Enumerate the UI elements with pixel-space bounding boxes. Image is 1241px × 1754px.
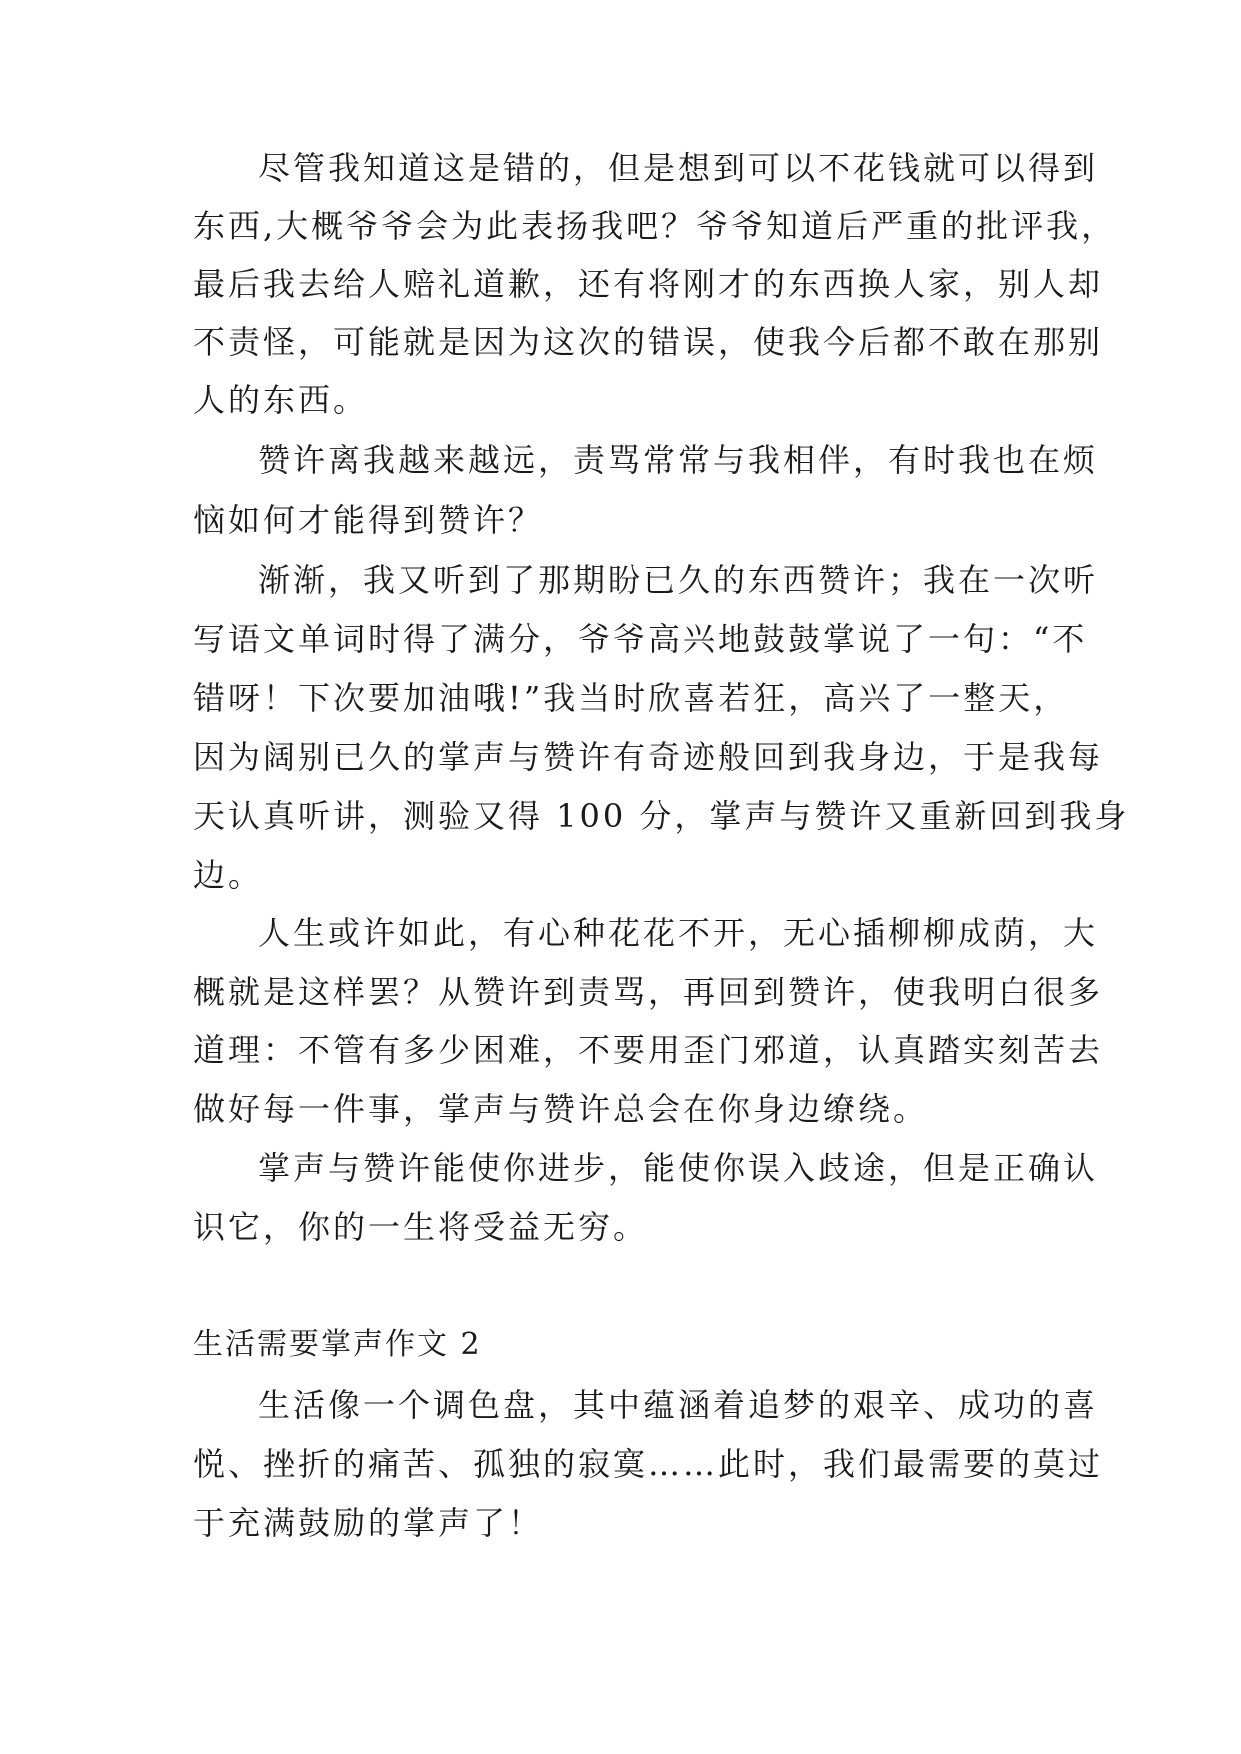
paragraph-4-line-4: 做好每一件事，掌声与赞许总会在你身边缭绕。 bbox=[193, 1090, 929, 1128]
paragraph-5-line-2: 识它，你的一生将受益无穷。 bbox=[193, 1208, 649, 1246]
section-paragraph-line-3: 于充满鼓励的掌声了！ bbox=[193, 1504, 544, 1542]
paragraph-3-line-6: 边。 bbox=[193, 856, 264, 894]
paragraph-1-line-3: 最后我去给人赔礼道歉，还有将刚才的东西换人家，别人却 bbox=[193, 265, 1104, 303]
paragraph-4-line-1: 人生或许如此，有心种花花不开，无心插柳柳成荫，大 bbox=[258, 914, 1099, 952]
section-title: 生活需要掌声作文 2 bbox=[193, 1327, 482, 1362]
paragraph-1-line-5: 人的东西。 bbox=[193, 381, 369, 419]
paragraph-4-line-2: 概就是这样罢？从赞许到责骂，再回到赞许，使我明白很多 bbox=[193, 973, 1104, 1011]
paragraph-1-line-4: 不责怪，可能就是因为这次的错误，使我今后都不敢在那别 bbox=[193, 323, 1104, 361]
paragraph-1-line-1: 尽管我知道这是错的，但是想到可以不花钱就可以得到 bbox=[258, 149, 1099, 187]
paragraph-3-line-5: 天认真听讲，测验又得 100 分，掌声与赞许又重新回到我身 bbox=[193, 797, 1130, 835]
paragraph-5-line-1: 掌声与赞许能使你进步，能使你误入歧途，但是正确认 bbox=[258, 1149, 1099, 1187]
section-paragraph-line-2: 悦、挫折的痛苦、孤独的寂寞……此时，我们最需要的莫过 bbox=[193, 1445, 1104, 1483]
paragraph-2-line-1: 赞许离我越来越远，责骂常常与我相伴，有时我也在烦 bbox=[258, 441, 1099, 479]
paragraph-4-line-3: 道理：不管有多少困难，不要用歪门邪道，认真踏实刻苦去 bbox=[193, 1031, 1104, 1069]
paragraph-3-line-3: 错呀！下次要加油哦!”我当时欣喜若狂，高兴了一整天， bbox=[193, 679, 1069, 717]
paragraph-1-line-2: 东西,大概爷爷会为此表扬我吧？爷爷知道后严重的批评我， bbox=[193, 207, 1117, 245]
paragraph-3-line-4: 因为阔别已久的掌声与赞许有奇迹般回到我身边，于是我每 bbox=[193, 738, 1104, 776]
paragraph-3-line-1: 渐渐，我又听到了那期盼已久的东西赞许；我在一次听 bbox=[258, 561, 1099, 599]
paragraph-3-line-2: 写语文单词时得了满分，爷爷高兴地鼓鼓掌说了一句：“不 bbox=[193, 620, 1088, 658]
paragraph-2-line-2: 恼如何才能得到赞许？ bbox=[193, 501, 544, 539]
section-paragraph-line-1: 生活像一个调色盘，其中蕴涵着追梦的艰辛、成功的喜 bbox=[258, 1386, 1099, 1424]
